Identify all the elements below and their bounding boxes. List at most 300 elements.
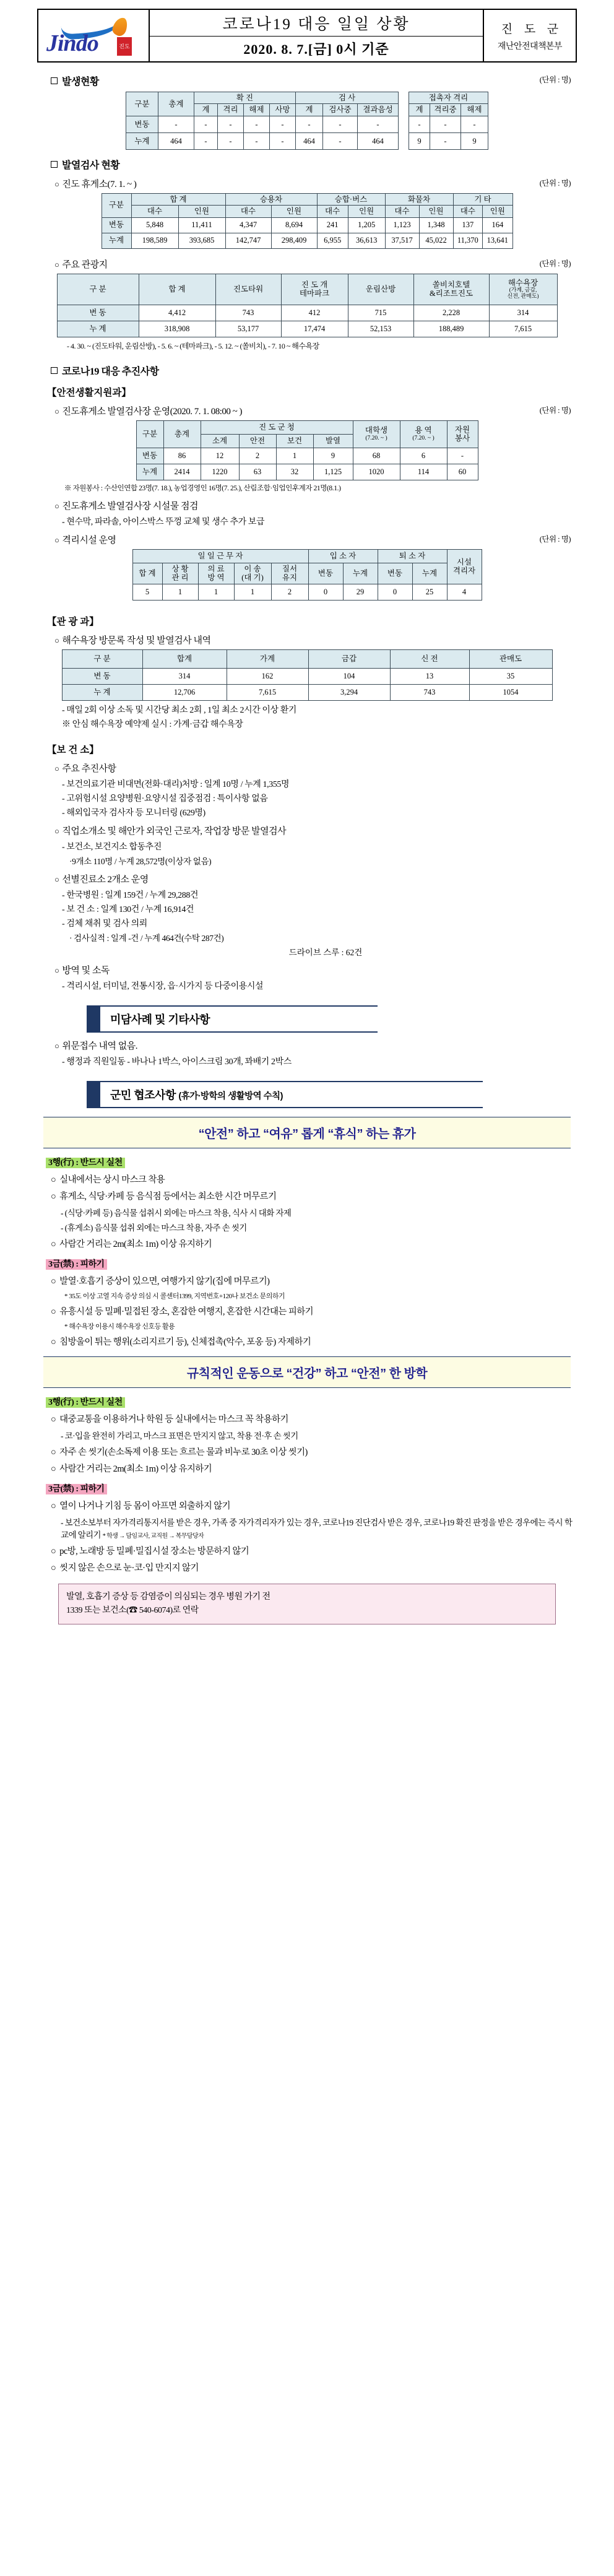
- col-test-ongoing: 검사중: [323, 104, 358, 116]
- square-bullet-icon: [51, 161, 58, 168]
- table-row: [409, 132, 488, 149]
- table-row: [409, 116, 488, 132]
- cell-v0: 314: [142, 668, 227, 684]
- cell-v2: 104: [308, 668, 390, 684]
- school-break-title-box: 규칙적인 운동으로 “건강” 하고 “안전” 한 방학: [43, 1356, 571, 1388]
- col-gubun: 구분: [126, 92, 158, 116]
- row-label-cumulative: 누계: [102, 233, 131, 248]
- col-group-etc: 기 타: [453, 193, 512, 205]
- cell-v3: 1: [234, 584, 271, 600]
- service-label: 용 역: [415, 426, 432, 435]
- cell-v3: 13: [390, 668, 469, 684]
- break-dont-1: [61, 1516, 577, 1540]
- col-group-car: 승용차: [225, 193, 317, 205]
- cell-v0: 5: [132, 584, 162, 600]
- col-university: [353, 420, 400, 448]
- col-unrimsanbang: 운림산방: [348, 274, 413, 305]
- break-dont-1-tail: * 학생 → 담임교사, 교직원 → 복무담당자: [102, 1532, 204, 1540]
- safety-item2-label: 진도휴게소 발열검사장 시설물 점검: [62, 501, 198, 511]
- cell-v3: 1: [276, 448, 313, 464]
- good-item1: [54, 1039, 577, 1052]
- cell-v1: 162: [227, 668, 308, 684]
- good-item1-detail: - 행정과 직원일동 - 바나나 1박스, 아이스크림 30개, 꽈배기 2박스: [62, 1057, 292, 1067]
- cell-v0: 2414: [163, 464, 201, 480]
- cell-v1: 1220: [201, 464, 239, 480]
- col-gubun: 구 분: [62, 649, 142, 668]
- cell-conf-0: -: [194, 116, 218, 132]
- tourism-sub-heading: [54, 258, 577, 271]
- col-gubun: 구 분: [57, 274, 139, 305]
- col-total: 합 계: [139, 274, 215, 305]
- col-gubun: 구분: [102, 193, 131, 217]
- logo-swoosh-orange-icon: [111, 15, 129, 37]
- col-confirmed-group: 확 진: [194, 92, 296, 104]
- cell-v4: 241: [317, 217, 348, 233]
- circle-bullet-icon: ○: [51, 1337, 56, 1347]
- banner-block-icon: [87, 1081, 100, 1108]
- col-sub-people: 인원: [271, 206, 317, 217]
- sol-line2: &리조트진도: [429, 289, 473, 298]
- break-dont-3-text: 씻지 않은 손으로 눈·코·입 만지지 않기: [59, 1563, 199, 1573]
- break-do-0-text: 대중교통을 이용하거나 학원 등 실내에서는 마스크 꼭 착용하기: [59, 1414, 288, 1425]
- org-subname: 재난안전대책본부: [497, 41, 563, 51]
- col-confirmed-iso: 격리: [218, 104, 244, 116]
- cell-v3: 743: [390, 684, 469, 700]
- fever-table-wrap: [37, 193, 577, 249]
- fever-table: [102, 193, 513, 249]
- themepark-line2: 테마파크: [299, 289, 330, 298]
- sit-l2: 관 리: [171, 573, 189, 582]
- cell-contact-0: 9: [409, 132, 430, 149]
- col-total: 총계: [158, 92, 194, 116]
- vacation-dont-1-text: 유흥시설 등 밀폐·밀접된 장소, 혼잡한 여행지, 혼잡한 시간대는 피하기: [59, 1306, 314, 1317]
- cell-test-2: -: [358, 116, 399, 132]
- break-dont-3: [51, 1561, 577, 1574]
- cell-v5: 0: [308, 584, 343, 600]
- col-checkin-change: 변동: [308, 563, 343, 584]
- cell-v1: 11,411: [178, 217, 225, 233]
- cell-v4: 2,228: [413, 305, 489, 321]
- cell-v0: 318,908: [139, 321, 215, 337]
- cell-v0: 86: [163, 448, 201, 464]
- vacation-dont-0-star: * 35도 이상 고열 지속 증상 의심 시 콜센터1399, 지역번호+120나 보건소 문의하기: [64, 1292, 285, 1300]
- circle-bullet-icon: ○: [54, 501, 59, 511]
- cell-v1: 7,615: [227, 684, 308, 700]
- tourism-table-wrap: [37, 274, 577, 337]
- cell-v2: 2: [239, 448, 276, 464]
- vacation-dont-label-row: [46, 1257, 577, 1270]
- col-transport: [234, 563, 271, 584]
- vacation-do-0-text: 실내에서는 상시 마스크 착용: [59, 1174, 165, 1185]
- health-item2-dot: ·9개소 110명 / 누계 28,572명(이상자 없음): [69, 856, 212, 866]
- cell-v2: 3,294: [308, 684, 390, 700]
- table-row: [102, 217, 512, 233]
- emergency-contact-box: [58, 1584, 556, 1625]
- isolation-table: [132, 549, 482, 601]
- circle-bullet-icon: ○: [54, 874, 59, 884]
- circle-bullet-icon: ○: [54, 179, 59, 189]
- break-do-label-row: [46, 1395, 577, 1408]
- vacation-do-1-sub0: - (식당·카페 등) 음식물 섭취시 외에는 마스크 착용, 식사 시 대화 자제: [61, 1208, 292, 1218]
- staff-volunteer-note: ※ 자원봉사 : 수산인연합 23명(7. 18.), 농업경영인 16명(7. 25.), 산림조합·임업인후계자 21명(8.1.): [64, 484, 341, 492]
- col-gubun: 구분: [136, 420, 163, 448]
- health-item3: [54, 872, 577, 885]
- cell-v1: 393,685: [178, 233, 225, 248]
- cell-contact-1: -: [430, 116, 461, 132]
- col-sub-people: 인원: [178, 206, 225, 217]
- health-item2-line0: - 보건소, 보건지소 합동추진: [62, 842, 162, 852]
- cell-v6: 37,517: [385, 233, 419, 248]
- health-item3-line2: - 검체 채취 및 검사 의뢰: [62, 919, 147, 929]
- health-item2-label: 직업소개소 및 해안가 외국인 근로자, 작업장 방문 발열검사: [62, 826, 287, 836]
- break-dont-label-row: [46, 1482, 577, 1494]
- safety-unit: (단위 : 명): [539, 405, 571, 415]
- tourism-label: 주요 관광지: [62, 259, 108, 270]
- break-dont-1-text: - 보건소보부터 자가격리통지서를 받은 경우, 가족 중 자가격리자가 있는 경우, 코로나19 진단검사 받은 경우, 코로나19 확진 판정을 받은 경우에는 즉시 학교에 알리기: [61, 1517, 573, 1540]
- occurrence-main-table: [126, 92, 399, 150]
- vacation-dont-0-text: 발열·호흡기 증상이 있으면, 여행가지 않기(집에 머무르기): [59, 1276, 270, 1286]
- health-item1-label: 주요 추진사항: [62, 763, 116, 774]
- cell-conf-3: -: [270, 132, 296, 149]
- break-dont-2-text: pc방, 노래방 등 밀폐·밀집시설 장소는 방문하지 않기: [59, 1546, 249, 1556]
- safety-item2: [54, 499, 577, 512]
- dept-tourism-heading: 【관 광 과】: [47, 616, 99, 627]
- cell-v8: 137: [453, 217, 483, 233]
- col-contact-ongoing: 격리중: [430, 104, 461, 116]
- table-row: [136, 448, 478, 464]
- beach-sub1: (가계, 금갑,: [509, 287, 537, 293]
- volunteer-l2: 봉사: [454, 434, 470, 443]
- occurrence-unit: (단위 : 명): [539, 76, 571, 84]
- safety-item1: [54, 404, 577, 417]
- med-l1: 의 료: [207, 564, 225, 573]
- cell-v3: 298,409: [271, 233, 317, 248]
- col-situation-mgmt: [162, 563, 198, 584]
- vacation-dont-1-star: * 해수욕장 이용시 해수욕장 신호등 활용: [64, 1322, 175, 1330]
- tourism-footnote: - 4. 30. ~ (진도타워, 운림산방), - 5. 6. ~ (테마파크), - 5. 12. ~ (쏠비치), - 7. 10 ~ 해수욕장: [67, 341, 319, 350]
- banner-block-icon: [87, 1005, 100, 1033]
- cell-contact-2: -: [461, 116, 488, 132]
- beach-label: 해수욕장: [508, 278, 538, 287]
- table-row: [102, 233, 512, 248]
- circle-bullet-icon: ○: [54, 535, 59, 545]
- health-item3-dot: · 검사실적 : 일계 -건 / 누계 464건(수탁 287건): [69, 933, 224, 943]
- cell-contact-1: -: [430, 132, 461, 149]
- row-label-cumulative: 누계: [126, 132, 158, 149]
- cell-v1: 12: [201, 448, 239, 464]
- col-confirmed-sum: 계: [194, 104, 218, 116]
- cell-v7: -: [447, 448, 478, 464]
- col-sub-count: 대수: [385, 206, 419, 217]
- cell-test-2: 464: [358, 132, 399, 149]
- cell-v4: 35: [469, 668, 552, 684]
- vacation-dont-2: [51, 1335, 577, 1348]
- col-contact-released: 해제: [461, 104, 488, 116]
- report-date: 2020. 8. 7.[금] 0시 기준: [149, 36, 483, 62]
- col-sub-count: 대수: [225, 206, 271, 217]
- health-item4: [54, 963, 577, 976]
- jindo-logo: [38, 9, 149, 62]
- circle-bullet-icon: ○: [54, 259, 59, 269]
- col-test-sum: 계: [296, 104, 323, 116]
- col-beach: [489, 274, 557, 305]
- trans-l1: 이 송: [244, 564, 261, 573]
- isolation-table-wrap: [37, 549, 577, 601]
- trans-l2: (대 기): [241, 573, 264, 582]
- col-test-negative: 결과음성: [358, 104, 399, 116]
- col-facility-isolated: [447, 549, 482, 584]
- row-label-cumulative: 누 계: [57, 321, 139, 337]
- table-row: [62, 668, 552, 684]
- circle-bullet-icon: ○: [54, 965, 59, 975]
- dept-health-heading: 【보 건 소】: [47, 744, 99, 755]
- cell-v5: 7,615: [489, 321, 557, 337]
- cell-v3: 8,694: [271, 217, 317, 233]
- med-l2: 방 역: [207, 573, 225, 582]
- row-label-change: 변 동: [57, 305, 139, 321]
- tourism-table: [57, 274, 558, 337]
- col-checkout: 퇴 소 자: [378, 549, 447, 563]
- staff-table-wrap: [37, 420, 577, 480]
- circle-bullet-icon: ○: [54, 635, 59, 645]
- cell-v7: 0: [378, 584, 412, 600]
- break-dont-label: 3금(禁) : 피하기: [46, 1484, 107, 1494]
- cell-v1: 1: [162, 584, 198, 600]
- row-label-change: 변동: [102, 217, 131, 233]
- cell-conf-1: -: [218, 132, 244, 149]
- cell-v0: 5,848: [131, 217, 178, 233]
- cell-v5: 68: [353, 448, 400, 464]
- logo-wordmark: Jindo: [46, 30, 98, 56]
- cell-v2: 4,347: [225, 217, 271, 233]
- cell-total: 464: [158, 132, 194, 149]
- health-item1-line2: - 해외입국자 검사자 등 모니터링 (629명): [62, 808, 205, 818]
- col-gagye: 가계: [227, 649, 308, 668]
- facility-l2: 격리자: [452, 566, 476, 575]
- cell-v0: 12,706: [142, 684, 227, 700]
- health-item3-line0: - 한국병원 : 일계 159건 / 누계 29,288건: [62, 890, 199, 900]
- break-dont-0-text: 열이 나거나 기침 등 몸이 아프면 외출하지 않기: [59, 1501, 231, 1511]
- measures-title: 코로나19 대응 추진사항: [62, 366, 159, 377]
- beach-note2: ※ 안심 해수욕장 예약제 실시 : 가계·금갑 해수욕장: [62, 719, 243, 729]
- vacation-do-1-text: 휴게소, 식당·카페 등 음식점 등에서는 최소한 시간 머무르기: [59, 1191, 277, 1202]
- org-name: 진 도 군: [501, 22, 563, 36]
- square-bullet-icon: [51, 77, 58, 84]
- col-themepark: [281, 274, 348, 305]
- ord-l1: 질서: [282, 564, 298, 573]
- iso-unit: (단위 : 명): [539, 534, 571, 544]
- cell-v4: 9: [313, 448, 353, 464]
- dept-safety-heading: 【안전생활지원과】: [47, 387, 131, 398]
- sit-l1: 상 황: [171, 564, 189, 573]
- emergency-line1: 발열, 호흡기 증상 등 감염증이 의심되는 경우 병원 가기 전: [66, 1592, 270, 1602]
- col-contact-sum: 계: [409, 104, 430, 116]
- vacation-do-label-row: [46, 1156, 577, 1168]
- col-total: 총계: [163, 420, 201, 448]
- cell-v5: 1020: [353, 464, 400, 480]
- col-confirmed-death: 사망: [270, 104, 296, 116]
- cell-conf-3: -: [270, 116, 296, 132]
- cell-v4: 6,955: [317, 233, 348, 248]
- circle-bullet-icon: ○: [54, 826, 59, 836]
- col-sub-count: 대수: [453, 206, 483, 217]
- vacation-do-label: 3행(行) : 반드시 실천: [46, 1158, 125, 1168]
- cell-v6: 29: [343, 584, 378, 600]
- cell-v4: 2: [271, 584, 308, 600]
- section-occurrence-heading: [51, 74, 577, 88]
- col-jindo-tower: 진도타워: [215, 274, 281, 305]
- cell-v9: 4: [447, 584, 482, 600]
- row-label-change: 변 동: [62, 668, 142, 684]
- vacation-do-0: [51, 1173, 577, 1186]
- col-daily-total: 합 계: [132, 563, 162, 584]
- cell-v5: 314: [489, 305, 557, 321]
- cell-v3: 32: [276, 464, 313, 480]
- section-fever-heading: [51, 157, 577, 171]
- cell-v4: 188,489: [413, 321, 489, 337]
- break-do-1: - 코·입을 완전히 가리고, 마스크 표면은 만지지 않고, 착용 전·후 손 씻기: [61, 1431, 298, 1441]
- health-item1-line1: - 고위험시설 요양병원·요양시설 집중점검 : 특이사항 없음: [62, 794, 268, 804]
- coop-main: 군민 협조사항: [110, 1088, 176, 1101]
- cell-total: -: [158, 116, 194, 132]
- circle-bullet-icon: ○: [51, 1501, 56, 1511]
- col-group-total: 합 계: [131, 193, 225, 205]
- service-period: (7.20. ~ ): [412, 435, 435, 441]
- cell-contact-2: 9: [461, 132, 488, 149]
- table-row: [57, 305, 557, 321]
- vacation-do-1: [51, 1189, 577, 1202]
- cell-v3: 715: [348, 305, 413, 321]
- vacation-dont-label: 3금(禁) : 피하기: [46, 1259, 107, 1270]
- ord-l2: 유지: [282, 573, 298, 582]
- health-item1: [54, 761, 577, 774]
- banner-cooperation: [87, 1081, 483, 1108]
- safety-item3: [54, 533, 577, 546]
- vacation-do-1-sub1: - (휴게소) 음식물 섭취 외에는 마스크 착용, 자주 손 씻기: [61, 1223, 247, 1233]
- break-do-3: [51, 1462, 577, 1475]
- cell-v9: 164: [483, 217, 512, 233]
- col-daily-workers: 일 일 근 무 자: [132, 549, 308, 563]
- circle-bullet-icon: ○: [51, 1414, 56, 1425]
- occurrence-title: 발생현황: [62, 77, 99, 87]
- cell-v6: 6: [400, 448, 447, 464]
- cell-v2: 412: [281, 305, 348, 321]
- col-service: [400, 420, 447, 448]
- cell-v3: 52,153: [348, 321, 413, 337]
- staff-table: [136, 420, 478, 480]
- sol-line1: 쏠비치호텔: [432, 280, 470, 289]
- col-sub-count: 대수: [131, 206, 178, 217]
- health-item1-line0: - 보건의료기관 비대면(전화·대리)처방 : 일계 10명 / 누계 1,355명: [62, 779, 290, 789]
- cell-v0: 4,412: [139, 305, 215, 321]
- cell-v7: 60: [447, 464, 478, 480]
- issuing-organization: [483, 9, 576, 62]
- fever-sub-heading: [54, 177, 577, 190]
- fever-rest-area-label: 진도 휴게소(7. 1. ~ ): [62, 179, 137, 189]
- col-checkout-change: 변동: [378, 563, 412, 584]
- circle-bullet-icon: ○: [51, 1306, 56, 1317]
- banner-good-deeds-label: 미담사례 및 기타사항: [100, 1005, 378, 1033]
- beach-note1: - 매일 2회 이상 소독 및 시간당 최소 2회 , 1일 최소 2시간 이상 환기: [62, 705, 297, 715]
- col-contact-group: 접촉자 격리: [409, 92, 488, 104]
- health-item3-label: 선별진료소 2개소 운영: [62, 874, 149, 885]
- col-group-bus: 승합·버스: [317, 193, 385, 205]
- health-item3-line1: - 보 건 소 : 일계 130건 / 누계 16,914건: [62, 904, 194, 914]
- col-geumgap: 금갑: [308, 649, 390, 668]
- table-row: [57, 321, 557, 337]
- circle-bullet-icon: ○: [51, 1464, 56, 1474]
- cell-conf-0: -: [194, 132, 218, 149]
- cell-v9: 13,641: [483, 233, 512, 248]
- circle-bullet-icon: ○: [51, 1239, 56, 1249]
- occurrence-tables: [37, 92, 577, 150]
- cell-conf-2: -: [244, 132, 270, 149]
- circle-bullet-icon: ○: [51, 1191, 56, 1202]
- cell-v5: 1,205: [348, 217, 385, 233]
- col-gwanmaedo: 관매도: [469, 649, 552, 668]
- square-bullet-icon: [51, 367, 58, 374]
- circle-bullet-icon: ○: [51, 1447, 56, 1457]
- safety-item1-label: 진도휴게소 발열검사장 운영(2020. 7. 1. 08:00 ~ ): [62, 406, 243, 417]
- cell-v2: 142,747: [225, 233, 271, 248]
- col-sub-people: 인원: [483, 206, 512, 217]
- row-label-cumulative: 누 계: [62, 684, 142, 700]
- cell-v5: 36,613: [348, 233, 385, 248]
- col-county-group: 진 도 군 청: [201, 420, 353, 434]
- cell-test-0: 464: [296, 132, 323, 149]
- coop-sub: (휴가·방학의 생활방역 수칙): [178, 1091, 283, 1101]
- cell-test-1: -: [323, 116, 358, 132]
- volunteer-l1: 자원: [454, 425, 470, 434]
- vacation-do-2: [51, 1237, 577, 1250]
- col-sol-beach: [413, 274, 489, 305]
- cell-v0: 198,589: [131, 233, 178, 248]
- facility-l1: 시설: [456, 557, 472, 566]
- col-sub-people: 인원: [348, 206, 385, 217]
- row-label-change: 변동: [136, 448, 163, 464]
- beach-table-wrap: [37, 649, 577, 701]
- health-item4-label: 방역 및 소독: [62, 965, 110, 976]
- cell-v8: 11,370: [453, 233, 483, 248]
- col-checkout-cum: 누계: [412, 563, 447, 584]
- cell-v1: 743: [215, 305, 281, 321]
- tourism-dept-item1: [54, 633, 577, 646]
- table-row: [126, 132, 399, 149]
- cell-test-1: -: [323, 132, 358, 149]
- good-item1-label: 위문접수 내역 없음.: [62, 1041, 138, 1051]
- document-title: 코로나19 대응 일일 상황: [149, 9, 483, 36]
- cell-v2: 63: [239, 464, 276, 480]
- col-checkin-cum: 누계: [343, 563, 378, 584]
- fever-unit: (단위 : 명): [539, 178, 571, 188]
- circle-bullet-icon: ○: [54, 1041, 59, 1051]
- health-drive-thru: 드라이브 스루 : 62건: [288, 947, 363, 957]
- table-row: [136, 464, 478, 480]
- col-total: 합계: [142, 649, 227, 668]
- col-county-fever: 발열: [313, 434, 353, 448]
- beach-sub2: 신전, 관매도): [507, 293, 539, 300]
- cell-v2: 1: [198, 584, 234, 600]
- cell-v1: 53,177: [215, 321, 281, 337]
- cell-v4: 1054: [469, 684, 552, 700]
- cell-v7: 1,348: [419, 217, 453, 233]
- tourism-dept-item1-label: 해수욕장 방문록 작성 및 발열검사 내역: [62, 635, 211, 646]
- banner-cooperation-label: [100, 1081, 483, 1108]
- health-item4-line0: - 격리시설, 터미널, 전통시장, 읍·시가지 등 다중이용시설: [62, 981, 264, 991]
- occurrence-contact-table: [409, 92, 488, 150]
- break-do-2-text: 자주 손 씻기(손소독제 이용 또는 흐르는 물과 비누로 30초 이상 씻기): [59, 1447, 308, 1457]
- fever-title: 발열검사 현황: [62, 160, 120, 171]
